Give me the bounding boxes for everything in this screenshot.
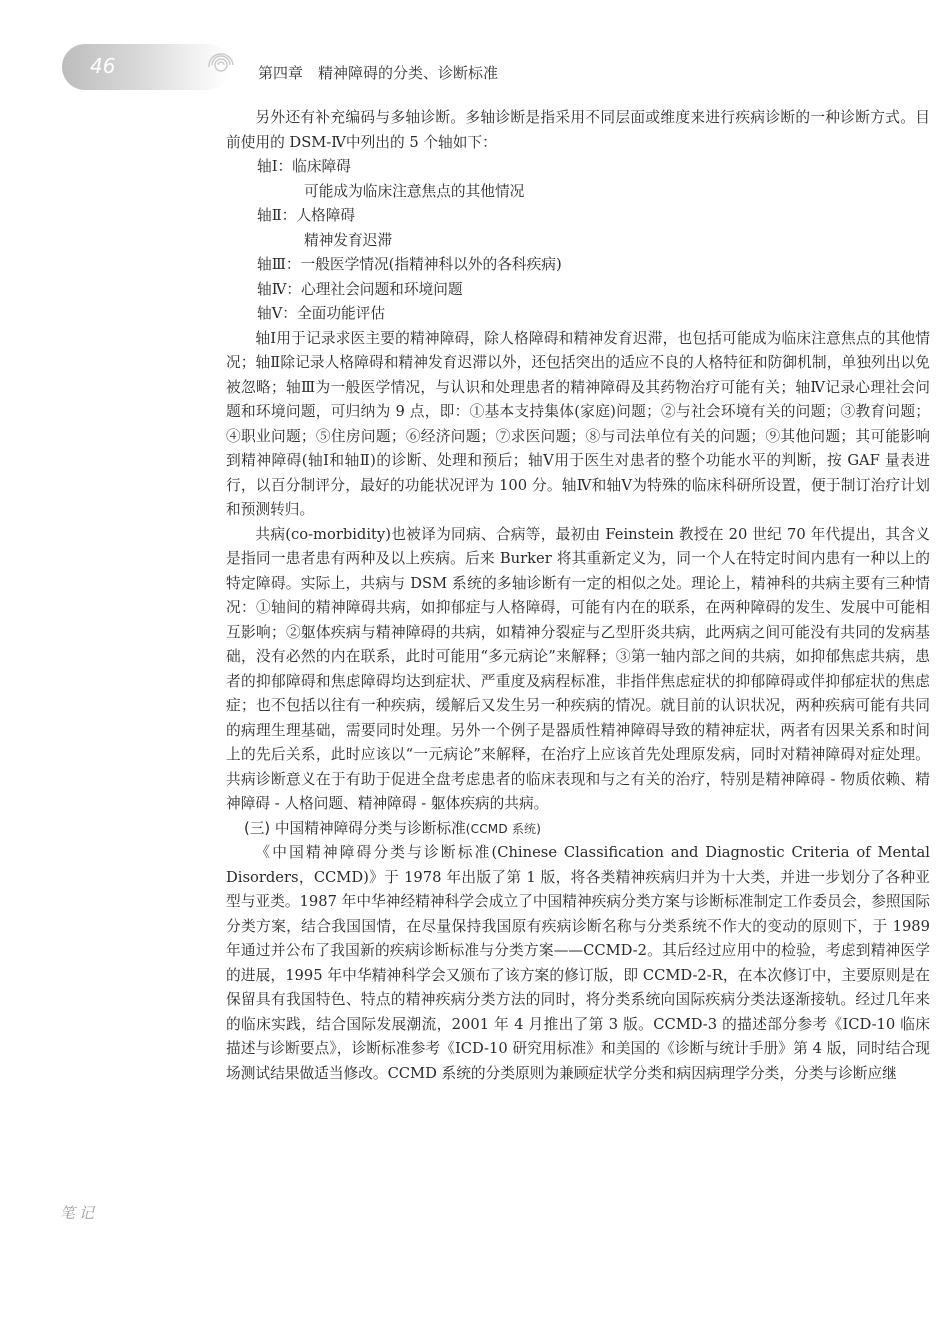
section-heading-en: (CCMD 系统): [465, 821, 542, 836]
page-body: [226, 106, 930, 1086]
page-number: 46: [90, 54, 116, 78]
swirl-ornament-icon: [206, 50, 236, 80]
axis-item-5: 轴Ⅴ：全面功能评估: [257, 305, 386, 322]
axis-item-1: 轴Ⅰ：临床障碍: [257, 158, 351, 175]
section-heading: [244, 817, 930, 842]
axis-item-2: 轴Ⅱ：人格障碍: [257, 207, 356, 224]
chapter-title: 第四章 精神障碍的分类、诊断标准: [258, 64, 499, 82]
comorbidity-paragraph: 共病(co-morbidity)也被译为同病、合病等，最初由 Feinstein 教授在 20 世纪 70 年代提出，其含义是指同一患者患有两种及以上疾病。后来 Burker 将其重新定义为，同一个人在特定时间内患有一种以上的特定障碍。实际上，共病与 DSM 系统的多轴诊断有一定的相似之处。理论上，精神科的共病主要有三种情况：①轴间的精神障碍共病，如抑郁症与人格障碍，可能有内在的联系，在两种障碍的发生、发展中可能相互影响；②躯体疾病与精神障碍的共病，如精神分裂症与乙型肝炎共病，此两病之间可能没有共同的发病基础，没有必然的内在联系，此时可能用“多元病论”来解释；③第一轴内部之间的共病，如抑郁焦虑共病，患者的抑郁障碍和焦虑障碍均达到症状、严重度及病程标准，非指伴焦虑症状的抑郁障碍或伴抑郁症状的焦虑症；也不包括以往有一种疾病，缓解后又发生另一种疾病的情况。就目前的认识状况，两种疾病可能有共同的病理生理基础，需要同时处理。另外一个例子是器质性精神障碍导致的精神症状，两者有因果关系和时间上的先后关系，此时应该以“一元病论”来解释，在治疗上应该首先处理原发病，同时对精神障碍对症处理。共病诊断意义在于有助于促进全盘考虑患者的临床表现和与之有关的治疗，特别是精神障碍 - 物质依赖、精神障碍 - 人格问题、精神障碍 - 躯体疾病的共病。: [226, 525, 930, 812]
axis-item-4: 轴Ⅳ：心理社会问题和环境问题: [257, 280, 463, 298]
ccmd-paragraph: 《中国精神障碍分类与诊断标准(Chinese Classification and Diagnostic Criteria of Mental Disorders，CCMD)》于 1978 年出版了第 1 版，将各类精神疾病归并为十大类，并进一步划分了各种亚型与亚类。1987 年中华神经精神科学会成立了中国精神疾病分类方案与诊断标准制定工作委员会，参照国际分类方案，结合我国国情，在尽量保持我国原有疾病诊断名称与分类系统不作大的变动的原则下，于 1989 年通过并公布了我国新的疾病诊断标准与分类方案——CCMD-2。其后经过应用中的检验，考虑到精神医学的进展，1995 年中华精神科学会又颁布了该方案的修订版，即 CCMD-2-R，在本次修订中，主要原则是在保留具有我国特色、特点的精神疾病分类方法的同时，将分类系统向国际疾病分类法逐渐接轨。经过几年来的临床实践，结合国际发展潮流，2001 年 4 月推出了第 3 版。CCMD-3 的描述部分参考《ICD-10 临床描述与诊断要点》，诊断标准参考《ICD-10 研究用标准》和美国的《诊断与统计手册》第 4 版，同时结合现场测试结果做适当修改。CCMD 系统的分类原则为兼顾症状学分类和病因病理学分类，分类与诊断应继: [226, 844, 930, 1082]
intro-paragraph: 另外还有补充编码与多轴诊断。多轴诊断是指采用不同层面或维度来进行疾病诊断的一种诊断方式。目前使用的 DSM-Ⅳ中列出的 5 个轴如下：: [226, 109, 930, 151]
page-number-tab: [62, 44, 230, 90]
section-heading-text: (三) 中国精神障碍分类与诊断标准: [244, 819, 466, 837]
margin-notes-label: 笔记: [60, 1204, 99, 1222]
axis-item-2-sub: 精神发育迟滞: [304, 231, 393, 249]
axis-item-3: 轴Ⅲ：一般医学情况(指精神科以外的各科疾病): [257, 256, 562, 273]
axis-explanation-paragraph: 轴Ⅰ用于记录求医主要的精神障碍，除人格障碍和精神发育迟滞，也包括可能成为临床注意焦点的其他情况；轴Ⅱ除记录人格障碍和精神发育迟滞以外，还包括突出的适应不良的人格特征和防御机制，单独列出以免被忽略；轴Ⅲ为一般医学情况，与认识和处理患者的精神障碍及其药物治疗可能有关；轴Ⅳ记录心理社会问题和环境问题，可归纳为 9 点，即：①基本支持集体(家庭)问题；②与社会环境有关的问题；③教育问题；④职业问题；⑤住房问题；⑥经济问题；⑦求医问题；⑧与司法单位有关的问题；⑨其他问题；其可能影响到精神障碍(轴Ⅰ和轴Ⅱ)的诊断、处理和预后；轴Ⅴ用于医生对患者的整个功能水平的判断，按 GAF 量表进行，以百分制评分，最好的功能状况评为 100 分。轴Ⅳ和轴Ⅴ为特殊的临床科研所设置，便于制订治疗计划和预测转归。: [226, 329, 930, 518]
axis-item-1-sub: 可能成为临床注意焦点的其他情况: [304, 182, 525, 200]
